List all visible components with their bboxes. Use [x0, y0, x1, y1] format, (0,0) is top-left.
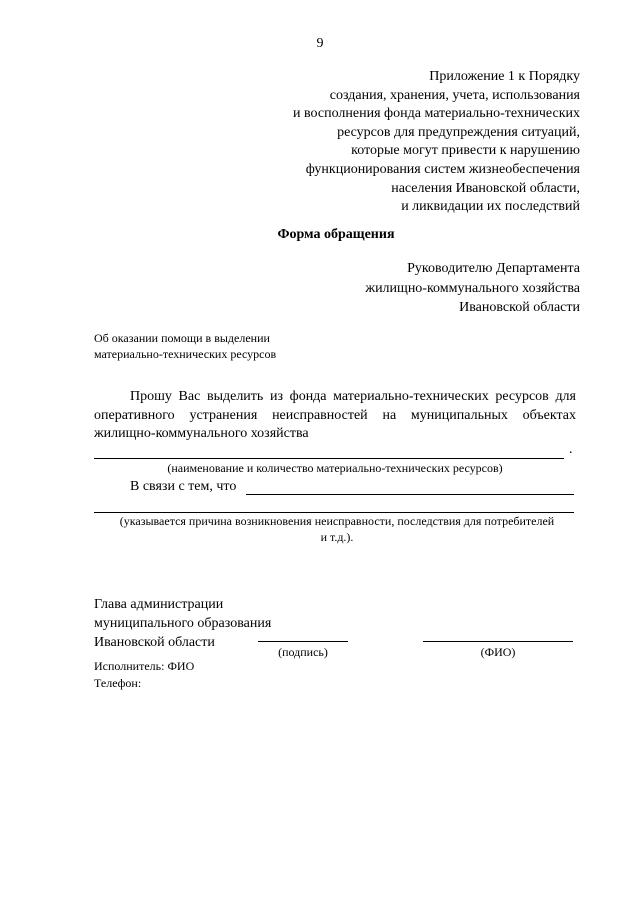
appendix-header	[160, 68, 580, 217]
reason-fill-line-2[interactable]	[94, 512, 574, 513]
name-caption: (ФИО)	[480, 645, 516, 659]
appendix-line: создания, хранения, учета, использования	[329, 87, 580, 103]
name-fill-line[interactable]	[423, 641, 573, 642]
signatory-line: Ивановской области	[94, 635, 215, 650]
subject-block	[94, 330, 276, 362]
signatory-line: Глава администрации	[94, 597, 224, 612]
reason-fill-line[interactable]	[246, 494, 574, 495]
addressee-line: жилищно-коммунального хозяйства	[365, 280, 580, 296]
signatory-block	[94, 595, 271, 652]
appendix-line: которые могут привести к нарушению	[351, 143, 580, 159]
phone-line: Телефон:	[94, 676, 142, 690]
addressee-block	[280, 259, 580, 318]
resources-line-end: .	[569, 442, 573, 457]
reason-prefix: В связи с тем, что	[130, 479, 237, 494]
reason-caption: (указывается причина возникновения неисправности, последствия для потребителей	[119, 514, 555, 528]
executor-line: Исполнитель: ФИО	[94, 659, 195, 673]
signatory-line: муниципального образования	[94, 616, 272, 631]
subject-line: материально-технических ресурсов	[94, 347, 277, 361]
signature-caption: (подпись)	[278, 645, 328, 659]
signature-fill-line[interactable]	[258, 641, 348, 642]
request-text: Прошу Вас выделить из фонда материально-технических ресурсов для оперативного устранения неисправностей на муниципальных объектах жилищно-коммунального хозяйства	[94, 389, 576, 442]
resources-caption: (наименование и количество материально-технических ресурсов)	[167, 461, 503, 475]
appendix-line: и ликвидации их последствий	[401, 199, 580, 215]
request-paragraph	[94, 388, 576, 444]
appendix-line: населения Ивановской области,	[391, 180, 580, 196]
page-number: 9	[316, 36, 324, 51]
appendix-line: ресурсов для предупреждения ситуаций,	[337, 124, 580, 140]
appendix-line: и восполнения фонда материально-технических	[293, 106, 580, 122]
addressee-line: Руководителю Департамента	[407, 261, 580, 276]
form-title: Форма обращения	[277, 227, 395, 242]
reason-caption-continued: и т.д.).	[320, 530, 354, 544]
resources-fill-line[interactable]	[94, 458, 564, 459]
addressee-line: Ивановской области	[459, 300, 580, 315]
subject-line: Об оказании помощи в выделении	[94, 331, 270, 345]
appendix-line: Приложение 1 к Порядку	[429, 69, 580, 84]
appendix-line: функционирования систем жизнеобеспечения	[305, 161, 580, 177]
